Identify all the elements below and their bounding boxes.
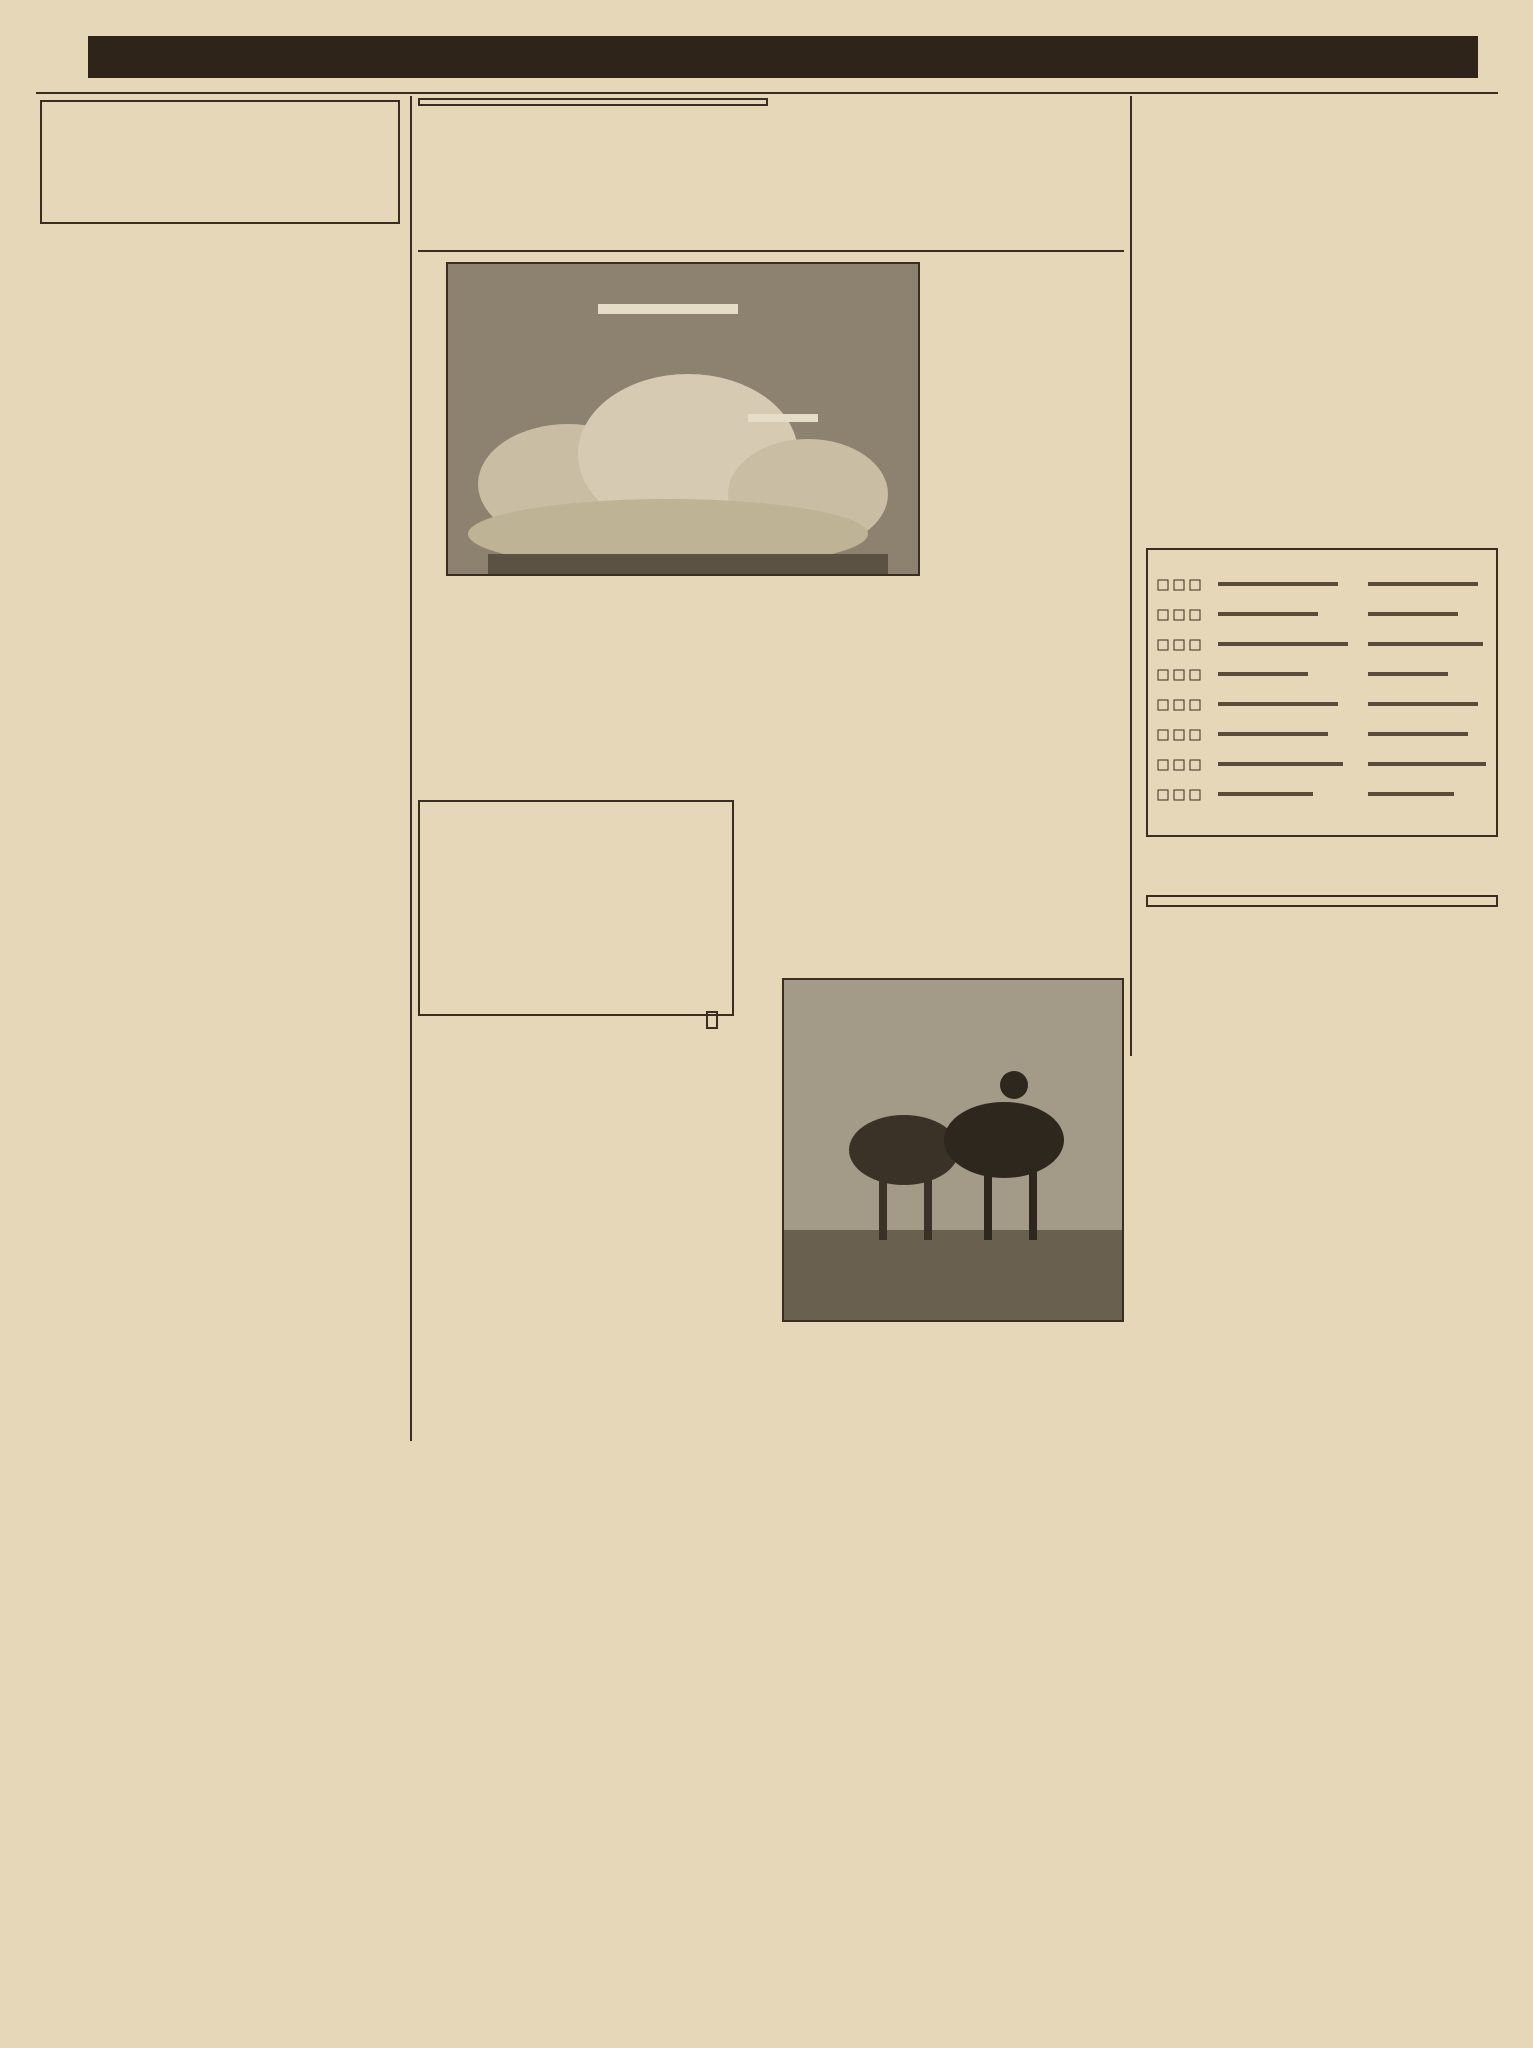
- referendum-form: [1146, 548, 1498, 837]
- gonbad-body: [40, 228, 396, 234]
- gonbad-header: [40, 100, 400, 224]
- divider: [410, 96, 412, 1441]
- referendum-body-2: [1146, 840, 1494, 846]
- cinema-article: [418, 800, 734, 1016]
- horse-photo: [782, 978, 1124, 1322]
- divider: [36, 92, 1498, 94]
- lightning-photo: [446, 262, 920, 576]
- section-banner: [88, 36, 1478, 78]
- lightning-header: [418, 98, 1124, 114]
- gonbad-author: [42, 102, 398, 110]
- cinema-label: [706, 1011, 718, 1029]
- referendum-article: [1140, 96, 1498, 108]
- divider: [1130, 96, 1132, 1056]
- form-grid: [1148, 550, 1496, 835]
- cloud-illustration: [448, 264, 918, 574]
- lightning-side-headline: [924, 262, 1120, 268]
- cinema-body: [418, 1012, 718, 1029]
- lightning-body-col-3: [418, 596, 718, 602]
- article-box-note: [418, 98, 768, 106]
- lightning-body-col-2: [726, 596, 918, 604]
- referendum-note: [1146, 895, 1498, 907]
- divider: [418, 250, 1124, 252]
- horse-illustration: [784, 980, 1122, 1320]
